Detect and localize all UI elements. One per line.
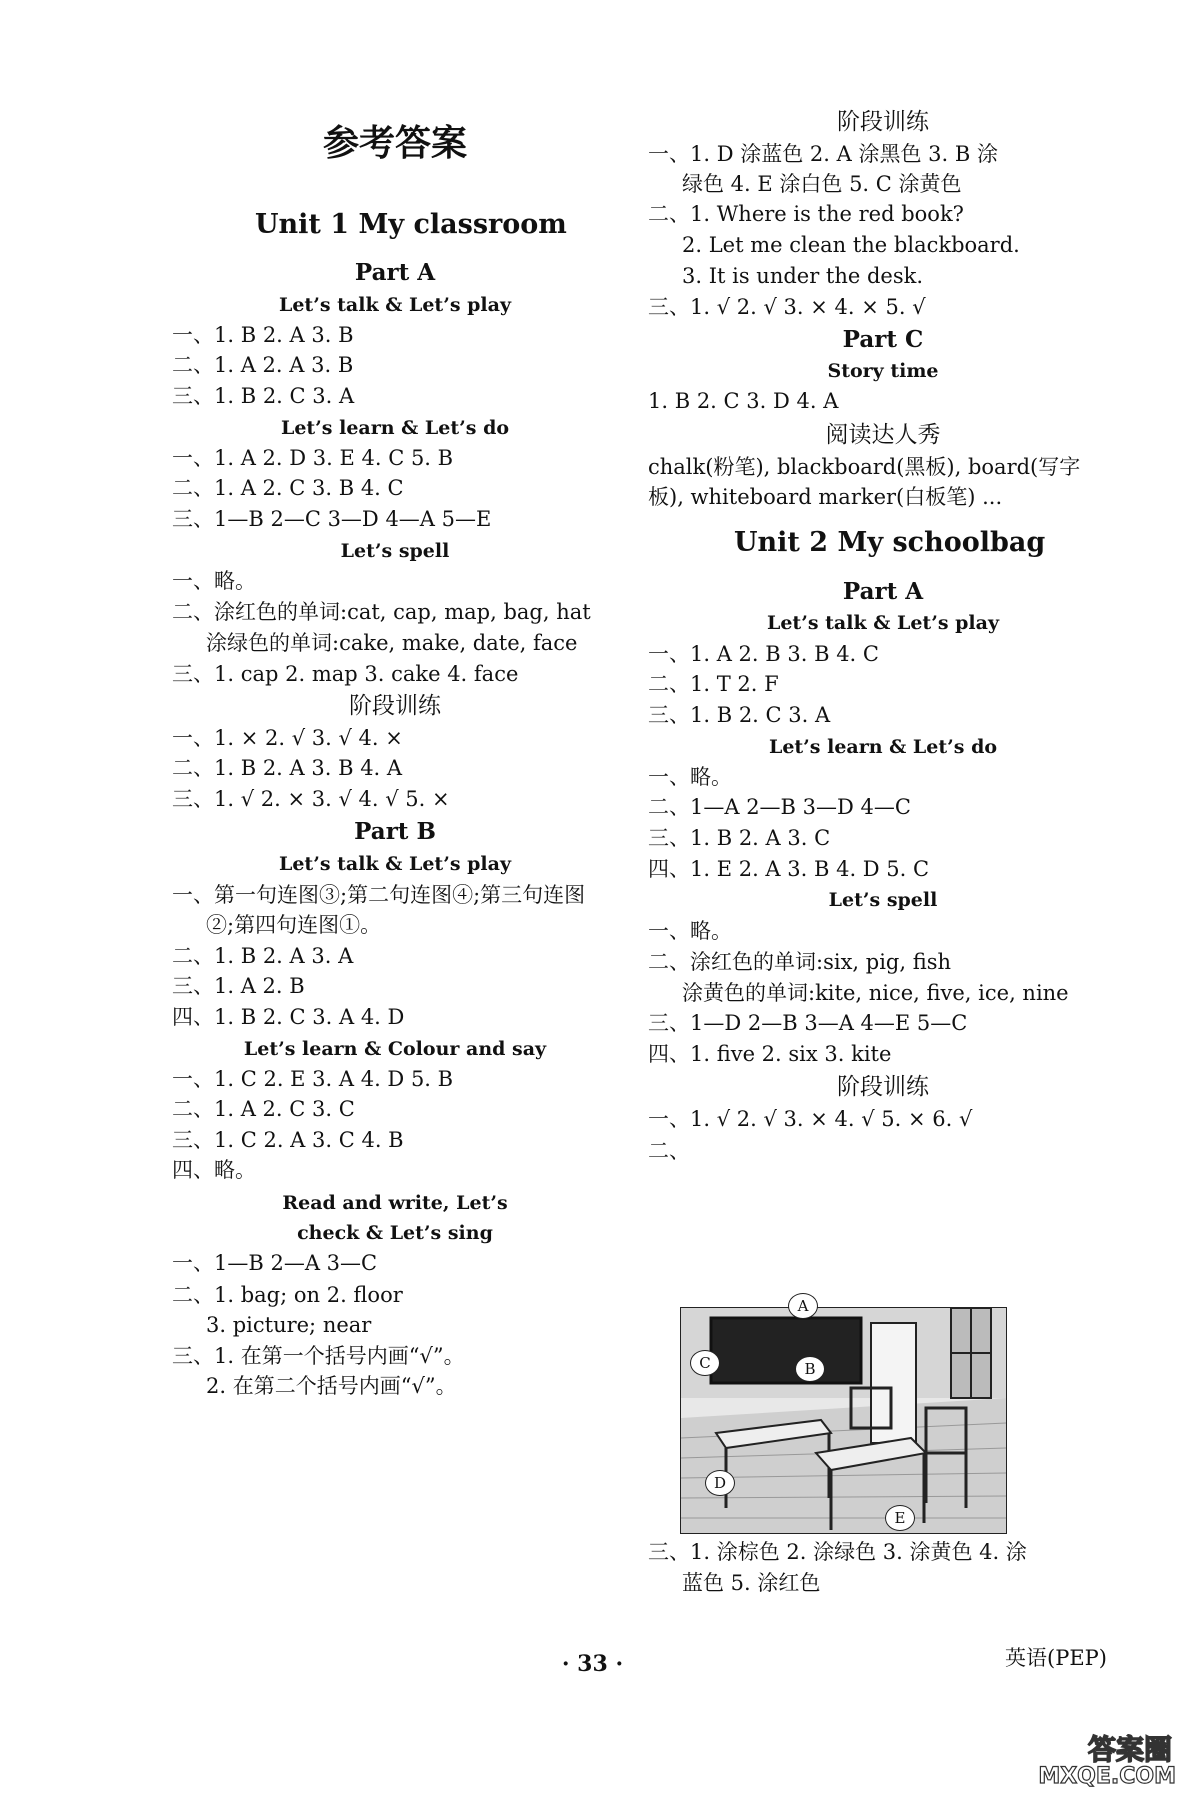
answer-line: 三、1. 在第一个括号内画“√”。 [172,1344,465,1368]
answer-line: 一、1. C 2. E 3. A 4. D 5. B [172,1067,454,1091]
answer-line: 涂绿色的单词:cake, make, date, face [206,631,578,655]
stage-training-heading: 阶段训练 [837,109,929,135]
section-heading: Let’s spell [828,889,938,911]
answer-line: 三、1. B 2. C 3. A [648,703,831,727]
answer-line: 一、1. √ 2. √ 3. × 4. √ 5. × 6. √ [648,1107,973,1131]
answer-line: 二、1. B 2. A 3. A [172,944,354,968]
part-a-heading: Part A [354,259,436,286]
watermark-bottom: MXQE.COM [1038,1764,1176,1789]
section-heading: check & Let’s sing [297,1222,493,1244]
answer-line: 一、1. B 2. A 3. B [172,323,354,347]
classroom-drawing [681,1308,1006,1533]
reading-heading: 阅读达人秀 [825,422,941,448]
figure-label-d: D [705,1470,735,1496]
answer-line: 三、1. √ 2. √ 3. × 4. × 5. √ [648,295,926,319]
unit-1-heading: Unit 1 My classroom [255,209,567,240]
section-heading: Let’s talk & Let’s play [278,853,511,875]
answer-line: 一、1. A 2. B 3. B 4. C [648,642,879,666]
answer-line: 三、1. B 2. A 3. C [648,826,831,850]
answer-line: 一、略。 [648,919,732,943]
section-heading: Let’s spell [340,540,450,562]
answer-line: 三、1. C 2. A 3. C 4. B [172,1128,404,1152]
answer-line: 三、1—D 2—B 3—A 4—E 5—C [648,1011,968,1035]
page-title: 参考答案 [322,122,467,164]
unit-2-heading: Unit 2 My schoolbag [734,527,1046,558]
answer-line: 一、略。 [172,569,256,593]
answer-line: 一、第一句连图③;第二句连图④;第三句连图 [172,883,586,907]
answer-line: 二、涂红色的单词:cat, cap, map, bag, hat [172,600,591,624]
figure-label-a: A [788,1293,818,1319]
answer-line: 三、1. cap 2. map 3. cake 4. face [172,662,519,686]
answer-line: 2. 在第二个括号内画“√”。 [206,1374,457,1398]
section-heading: Let’s learn & Let’s do [768,736,998,758]
section-heading: Story time [827,360,939,382]
answer-line: 二、1. A 2. C 3. B 4. C [172,476,404,500]
answer-line: 二、 [648,1139,690,1163]
answer-line: 一、略。 [648,765,732,789]
answer-line: 3. It is under the desk. [682,264,924,288]
answer-line: 四、1. B 2. C 3. A 4. D [172,1005,405,1029]
section-heading: Let’s talk & Let’s play [766,612,999,634]
answer-line: 一、1. D 涂蓝色 2. A 涂黑色 3. B 涂 [648,142,998,166]
part-a-heading: Part A [842,578,924,605]
answer-line: 四、1. five 2. six 3. kite [648,1042,892,1066]
section-heading: Let’s talk & Let’s play [278,294,511,316]
section-heading: Let’s learn & Colour and say [243,1038,547,1060]
answer-line: 三、1. 涂棕色 2. 涂绿色 3. 涂黄色 4. 涂 [648,1540,1027,1564]
section-heading: Read and write, Let’s [282,1192,508,1214]
answer-line: 二、1. bag; on 2. floor [172,1283,403,1307]
answer-line: 二、涂红色的单词:six, pig, fish [648,950,952,974]
answer-line: 二、1. T 2. F [648,672,779,696]
answer-line: 二、1—A 2—B 3—D 4—C [648,795,911,819]
figure-label-c: C [690,1350,720,1376]
answer-line: 二、1. Where is the red book? [648,202,964,226]
answer-line: 三、1. √ 2. × 3. √ 4. √ 5. × [172,787,450,811]
answer-line: 涂黄色的单词:kite, nice, five, ice, nine [682,981,1069,1005]
section-heading: Let’s learn & Let’s do [280,417,510,439]
answer-line: 三、1. B 2. C 3. A [172,384,355,408]
figure-label-b: B [795,1356,825,1382]
answer-line: 3. picture; near [206,1313,372,1337]
answer-line: 蓝色 5. 涂红色 [682,1571,821,1595]
answer-line: 1. B 2. C 3. D 4. A [648,389,839,413]
answer-line: 四、略。 [172,1158,256,1182]
answer-line: 一、1. × 2. √ 3. √ 4. × [172,726,403,750]
answer-line: 一、1. A 2. D 3. E 4. C 5. B [172,446,454,470]
answer-line: 四、1. E 2. A 3. B 4. D 5. C [648,857,930,881]
figure-label-e: E [885,1505,915,1531]
answer-line: ②;第四句连图①。 [206,913,382,937]
part-b-heading: Part B [354,818,436,845]
stage-training-heading: 阶段训练 [837,1074,929,1100]
answer-line: 三、1—B 2—C 3—D 4—A 5—E [172,507,492,531]
answer-line: 一、1—B 2—A 3—C [172,1251,378,1275]
stage-training-heading: 阶段训练 [349,693,441,719]
answer-line: 二、1. B 2. A 3. B 4. A [172,756,403,780]
classroom-illustration [680,1307,1007,1534]
subject-label: 英语(PEP) [1005,1646,1107,1670]
answer-line: 绿色 4. E 涂白色 5. C 涂黄色 [682,172,962,196]
blackboard-shape [711,1318,861,1383]
part-c-heading: Part C [842,326,924,353]
answer-line: 2. Let me clean the blackboard. [682,233,1020,257]
answer-line: 板), whiteboard marker(白板笔) ... [648,485,1003,509]
page-number: · 33 · [561,1651,624,1677]
answer-line: 二、1. A 2. A 3. B [172,353,354,377]
answer-line: 三、1. A 2. B [172,974,305,998]
answer-line: chalk(粉笔), blackboard(黑板), board(写字 [648,455,1081,479]
answer-line: 二、1. A 2. C 3. C [172,1097,355,1121]
watermark-logo [1000,1728,1180,1796]
watermark-top: 答案圈 [1087,1733,1172,1766]
door-shape [871,1323,916,1443]
